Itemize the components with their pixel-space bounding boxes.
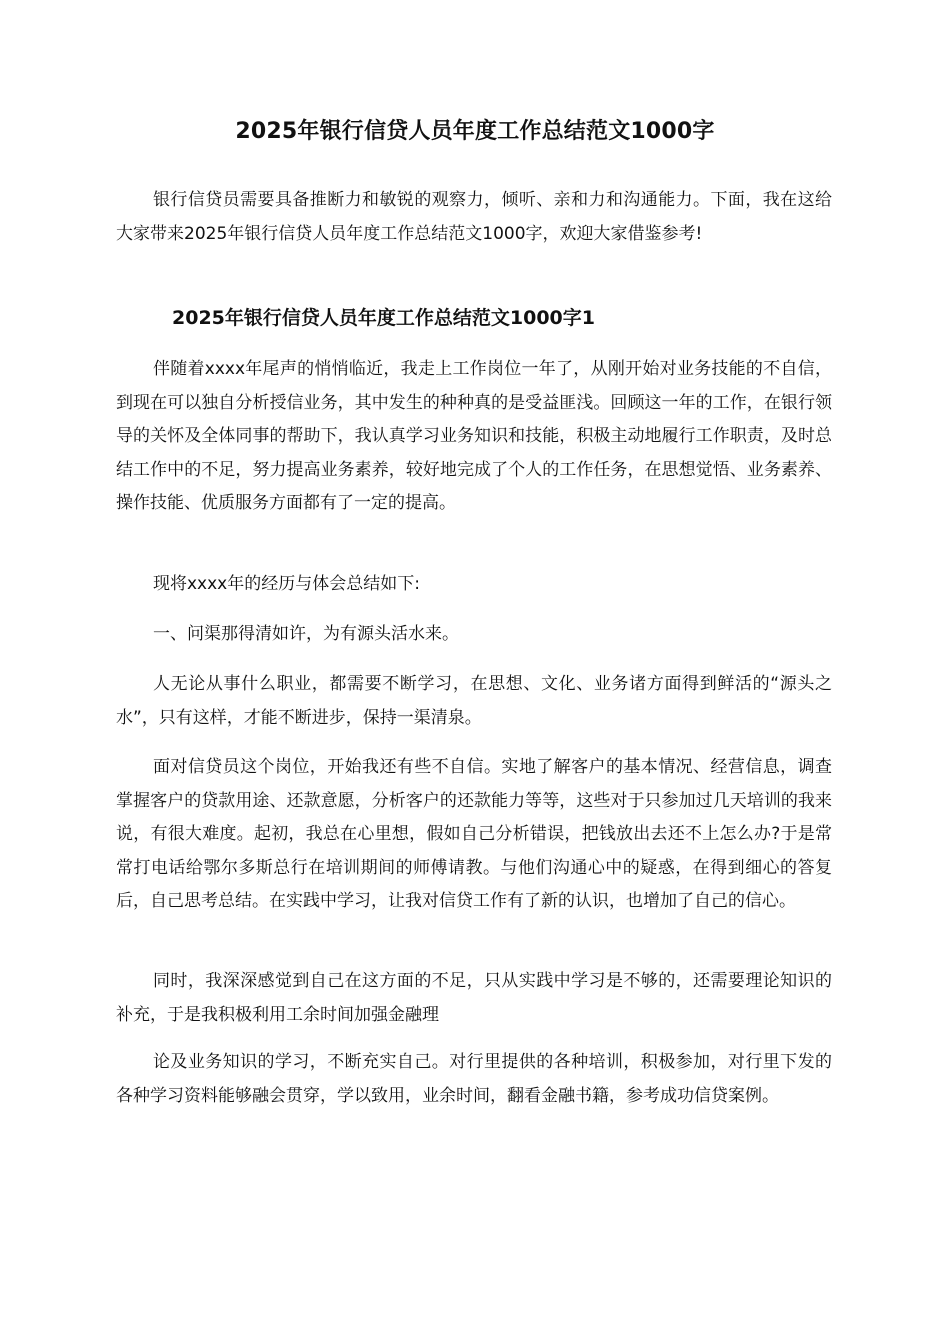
paragraph-2: 现将xxxx年的经历与体会总结如下: [153, 574, 420, 594]
intro-paragraph: 银行信贷员需要具备推断力和敏锐的观察力，倾听、亲和力和沟通能力。下面，我在这给大家带来2025年银行信贷人员年度工作总结范文1000字，欢迎大家借鉴参考! [116, 190, 832, 244]
section-title: 2025年银行信贷人员年度工作总结范文1000字1 [172, 307, 595, 329]
paragraph-1: 伴随着xxxx年尾声的悄悄临近，我走上工作岗位一年了，从刚开始对业务技能的不自信，到现在可以独自分析授信业务，其中发生的种种真的是受益匪浅。回顾这一年的工作，在银行领导的关怀及全体同事的帮助下，我认真学习业务知识和技能，积极主动地履行工作职责，及时总结工作中的不足，努力提高业务素养，较好地完成了个人的工作任务，在思想觉悟、业务素养、操作技能、优质服务方面都有了一定的提高。 [116, 359, 832, 513]
document-title: 2025年银行信贷人员年度工作总结范文1000字 [235, 119, 715, 144]
paragraph-5: 面对信贷员这个岗位，开始我还有些不自信。实地了解客户的基本情况、经营信息，调查掌握客户的贷款用途、还款意愿，分析客户的还款能力等等，这些对于只参加过几天培训的我来说，有很大难度。起初，我总在心里想，假如自己分析错误，把钱放出去还不上怎么办?于是常常打电话给鄂尔多斯总行在培训期间的师傅请教。与他们沟通心中的疑惑，在得到细心的答复后，自己思考总结。在实践中学习，让我对信贷工作有了新的认识，也增加了自己的信心。 [116, 757, 832, 911]
paragraph-7: 论及业务知识的学习，不断充实自己。对行里提供的各种培训，积极参加，对行里下发的各种学习资料能够融会贯穿，学以致用，业余时间，翻看金融书籍，参考成功信贷案例。 [116, 1052, 832, 1106]
paragraph-6: 同时，我深深感觉到自己在这方面的不足，只从实践中学习是不够的，还需要理论知识的补充，于是我积极利用工余时间加强金融理 [116, 971, 832, 1025]
paragraph-4: 人无论从事什么职业，都需要不断学习，在思想、文化、业务诸方面得到鲜活的“源头之水”，只有这样，才能不断进步，保持一渠清泉。 [116, 674, 832, 728]
paragraph-3-heading: 一、问渠那得清如许，为有源头活水来。 [153, 624, 459, 644]
